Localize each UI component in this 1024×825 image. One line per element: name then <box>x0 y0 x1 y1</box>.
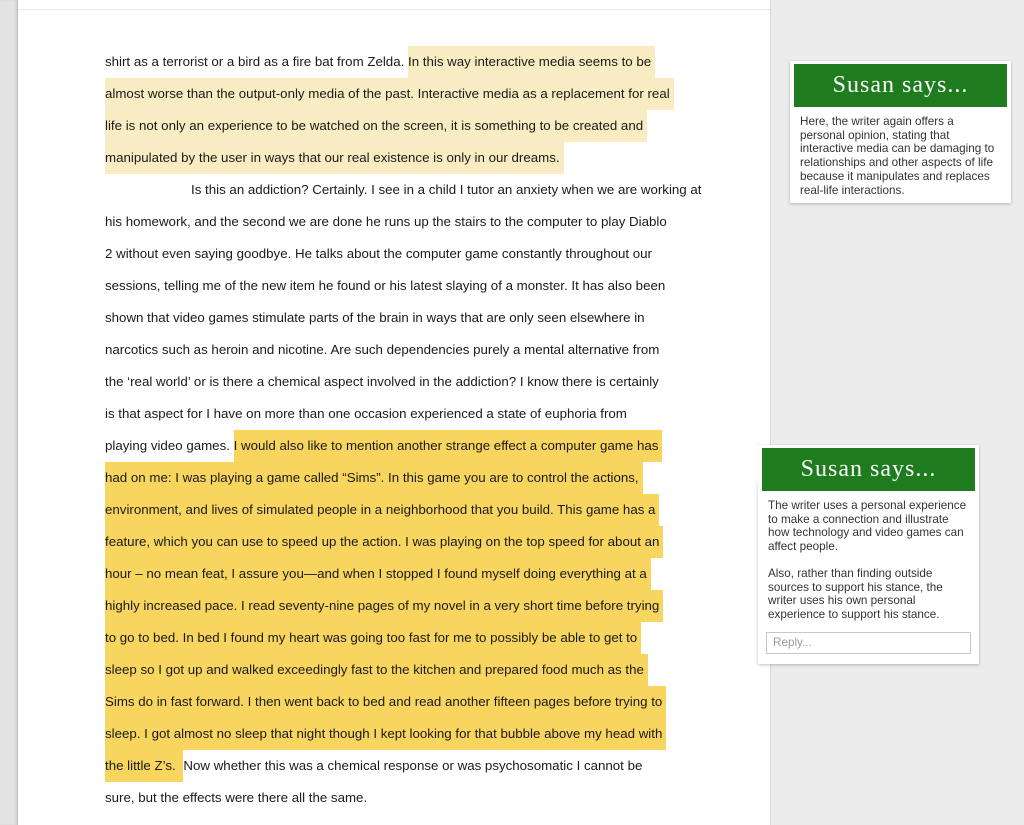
highlighted-text[interactable]: had on me: I was playing a game called “Sims”. In this game you are to control the actions, <box>105 462 643 494</box>
plain-text: the ‘real world’ or is there a chemical aspect involved in the addiction? I know there is certainly <box>105 374 659 389</box>
document-line <box>105 302 705 334</box>
document-line <box>105 78 705 110</box>
document-line <box>105 238 705 270</box>
document-line <box>105 46 705 78</box>
plain-text: sessions, telling me of the new item he found or his latest slaying of a monster. It has also been <box>105 278 666 293</box>
plain-text: 2 without even saying goodbye. He talks about the computer game constantly throughout our <box>105 246 652 261</box>
comment-box-2 <box>758 445 979 664</box>
highlighted-text[interactable]: the little Z’s. <box>105 750 183 782</box>
plain-text: is that aspect for I have on more than one occasion experienced a state of euphoria from <box>105 406 627 421</box>
document-line <box>105 206 705 238</box>
page-top-rule <box>18 9 770 10</box>
comment-body <box>790 107 1011 203</box>
document-line <box>105 622 705 654</box>
plain-text: shirt as a terrorist or a bird as a fire bat from Zelda. <box>105 54 408 69</box>
page-left-gutter <box>0 0 18 825</box>
highlighted-text[interactable]: sleep so I got up and walked exceedingly fast to the kitchen and prepared food much as the <box>105 654 648 686</box>
comment-paragraph: The writer uses a personal experience to make a connection and illustrate how technology and video games can affect people. <box>768 499 967 554</box>
highlighted-text[interactable]: Sims do in fast forward. I then went back to bed and read another fifteen pages before trying to <box>105 686 666 718</box>
highlighted-text[interactable]: environment, and lives of simulated people in a neighborhood that you build. This game has a <box>105 494 659 526</box>
document-line <box>105 334 705 366</box>
document-line <box>105 558 705 590</box>
plain-text: shown that video games stimulate parts of the brain in ways that are only seen elsewhere in <box>105 310 645 325</box>
plain-text: Now whether this was a chemical response or was psychosomatic I cannot be <box>183 758 643 773</box>
document-line <box>105 270 705 302</box>
plain-text: narcotics such as heroin and nicotine. Are such dependencies purely a mental alternative from <box>105 342 660 357</box>
document-line <box>105 782 705 814</box>
highlighted-text[interactable]: manipulated by the user in ways that our real existence is only in our dreams. <box>105 142 564 174</box>
document-line <box>105 398 705 430</box>
document-line <box>105 526 705 558</box>
document-line <box>105 366 705 398</box>
document-line <box>105 750 705 782</box>
plain-text: playing video games. <box>105 438 234 453</box>
reply-input[interactable] <box>766 632 971 654</box>
comment-paragraph: Here, the writer again offers a personal opinion, stating that interactive media can be damaging to relationships and other aspects of life because it manipulates and replaces real-life interactions. <box>800 115 995 197</box>
document-text <box>105 46 705 814</box>
document-line <box>105 718 705 750</box>
highlighted-text[interactable]: I would also like to mention another strange effect a computer game has <box>234 430 663 462</box>
comment-box-1 <box>790 61 1011 203</box>
highlighted-text[interactable]: highly increased pace. I read seventy-nine pages of my novel in a very short time before trying <box>105 590 663 622</box>
document-line <box>105 654 705 686</box>
highlighted-text[interactable]: feature, which you can use to speed up the action. I was playing on the top speed for about an <box>105 526 663 558</box>
document-line <box>105 174 705 206</box>
plain-text: Is this an addiction? Certainly. I see in a child I tutor an anxiety when we are working at <box>191 182 702 197</box>
document-line <box>105 686 705 718</box>
comment-author-header: Susan says... <box>762 448 975 491</box>
document-line <box>105 142 705 174</box>
highlighted-text[interactable]: life is not only an experience to be watched on the screen, it is something to be created and <box>105 110 647 142</box>
plain-text: his homework, and the second we are done he runs up the stairs to the computer to play Diablo <box>105 214 667 229</box>
document-line <box>105 590 705 622</box>
plain-text: sure, but the effects were there all the same. <box>105 790 368 805</box>
highlighted-text[interactable]: to go to bed. In bed I found my heart was going too fast for me to possibly be able to get to <box>105 622 641 654</box>
document-line <box>105 494 705 526</box>
highlighted-text[interactable]: hour – no mean feat, I assure you—and when I stopped I found myself doing everything at a <box>105 558 651 590</box>
highlighted-text[interactable]: almost worse than the output-only media of the past. Interactive media as a replacement for real <box>105 78 674 110</box>
highlighted-text[interactable]: In this way interactive media seems to be <box>408 46 655 78</box>
document-page <box>18 0 771 825</box>
document-line <box>105 430 705 462</box>
reply-area <box>758 628 979 664</box>
highlighted-text[interactable]: sleep. I got almost no sleep that night though I kept looking for that bubble above my head with <box>105 718 666 750</box>
comment-author-header: Susan says... <box>794 64 1007 107</box>
comment-paragraph: Also, rather than finding outside sources to support his stance, the writer uses his own personal experience to support his stance. <box>768 566 943 621</box>
comment-body <box>758 491 979 628</box>
document-line <box>105 110 705 142</box>
document-line <box>105 462 705 494</box>
